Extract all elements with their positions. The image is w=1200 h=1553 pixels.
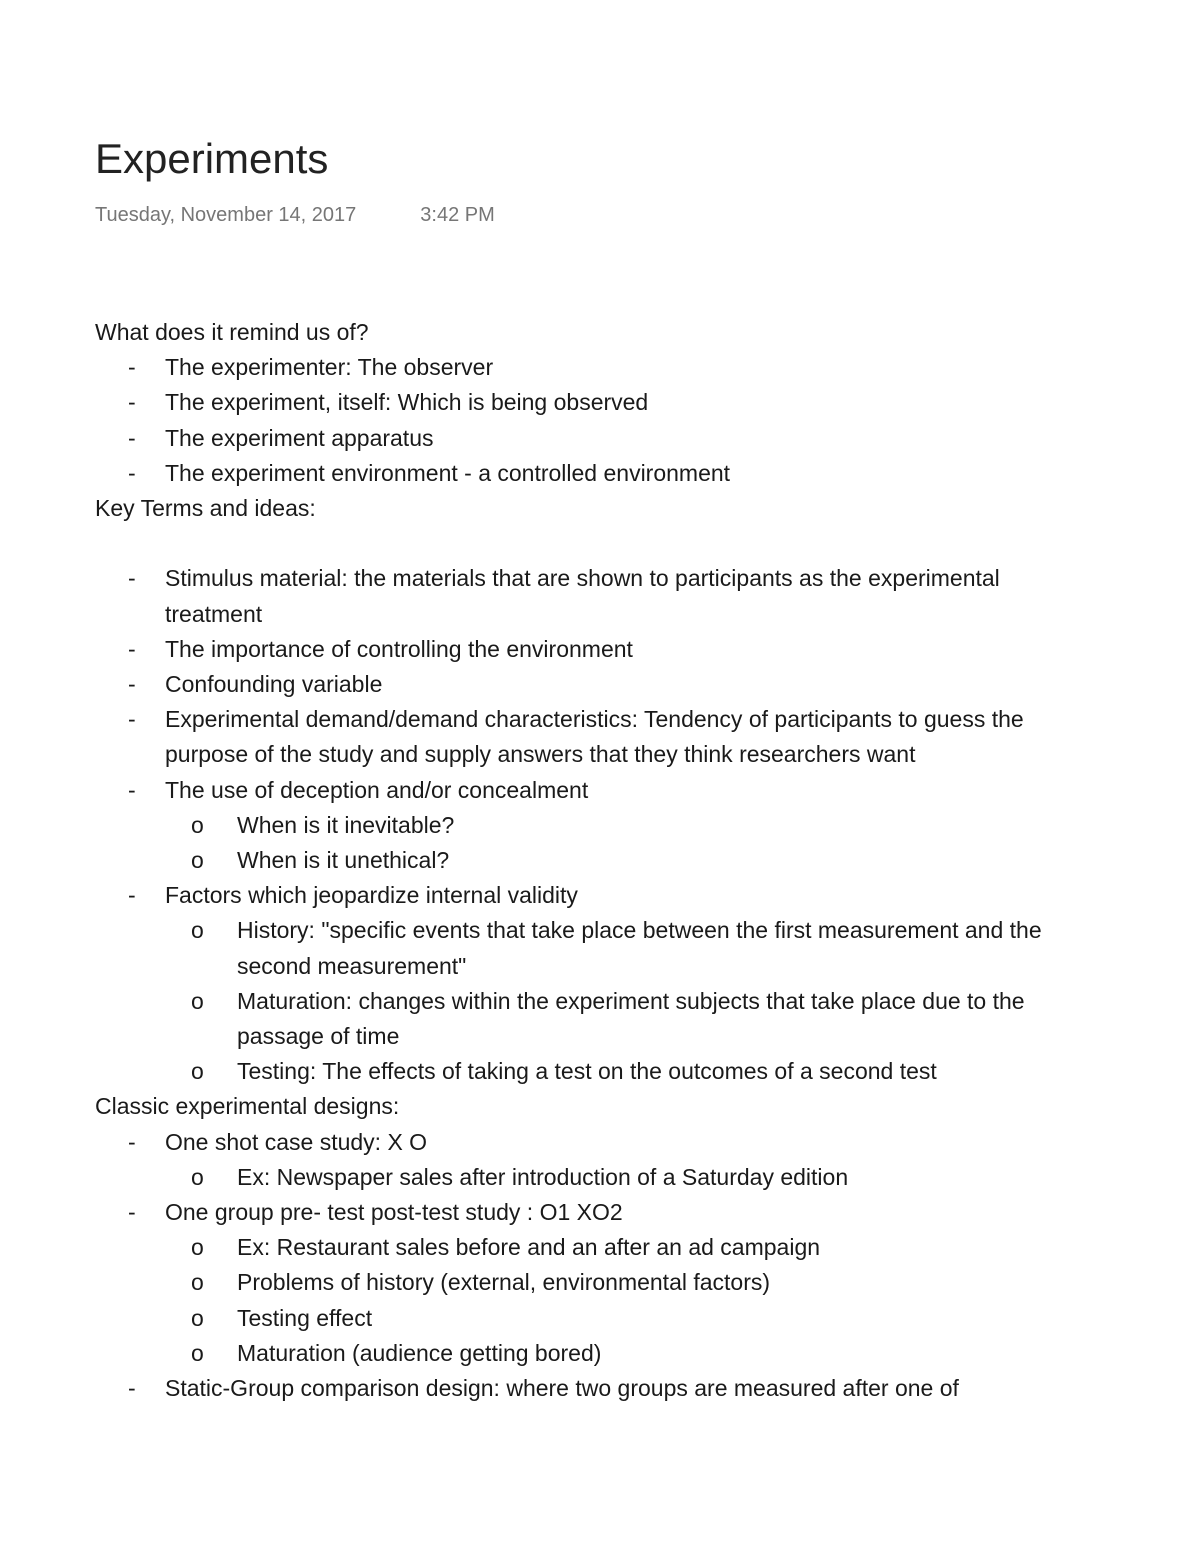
designs-list [95, 1125, 1095, 1407]
list-item [95, 561, 1095, 631]
sub-list-item [95, 1301, 1095, 1336]
list-item-text: Static-Group comparison design: where two groups are measured after one of [165, 1375, 959, 1402]
circle-bullet: o [191, 987, 204, 1014]
circle-bullet: o [191, 811, 204, 838]
list-item [95, 878, 1095, 913]
page-timestamp [95, 202, 495, 228]
sub-list-item-text: When is it inevitable? [237, 811, 455, 838]
list-item-text: Experimental demand/demand characteristics: Tendency of participants to guess the purpose of the study and supply answers that they think researchers want [165, 706, 1024, 768]
sub-list-item-text: Ex: Newspaper sales after introduction of a Saturday edition [237, 1163, 849, 1190]
circle-bullet: o [191, 917, 204, 944]
sub-list-item-text: Ex: Restaurant sales before and an after an ad campaign [237, 1234, 821, 1261]
sub-list-item-text: Maturation: changes within the experiment subjects that take place due to the passage of time [237, 987, 1025, 1050]
list-item [95, 456, 1095, 491]
dash-bullet: - [128, 1199, 136, 1226]
sub-list-item-text: Problems of history (external, environmental factors) [237, 1269, 771, 1296]
circle-bullet: o [191, 1163, 204, 1190]
sub-list-item [95, 913, 1095, 983]
sub-list-item [95, 984, 1095, 1054]
blank-line [95, 526, 1095, 561]
dash-bullet: - [128, 389, 136, 416]
circle-bullet: o [191, 1304, 204, 1331]
page-time: 3:42 PM [420, 204, 495, 226]
list-item-text: Stimulus material: the materials that are shown to participants as the experimental treatment [165, 565, 1000, 627]
list-item-text: The experiment, itself: Which is being observed [165, 389, 649, 416]
dash-bullet: - [128, 776, 136, 803]
circle-bullet: o [191, 1269, 204, 1296]
list-item [95, 350, 1095, 385]
section-heading-designs: Classic experimental designs: [95, 1093, 400, 1120]
dash-bullet: - [128, 706, 136, 733]
sub-list-item [95, 1265, 1095, 1300]
list-item-text: One group pre- test post-test study : O1 XO2 [165, 1199, 623, 1226]
list-item [95, 1125, 1095, 1160]
note-body [95, 315, 1095, 1406]
circle-bullet: o [191, 1234, 204, 1261]
dash-bullet: - [128, 671, 136, 698]
remind-list [95, 350, 1095, 491]
dash-bullet: - [128, 635, 136, 662]
list-item [95, 385, 1095, 420]
key-terms-list [95, 561, 1095, 1089]
sub-list-item [95, 1230, 1095, 1265]
section-heading-key-terms: Key Terms and ideas: [95, 495, 316, 522]
list-item-text: The importance of controlling the environment [165, 635, 633, 662]
circle-bullet: o [191, 847, 204, 874]
list-item-text: The experimenter: The observer [165, 354, 494, 381]
sub-list-item-text: Testing: The effects of taking a test on the outcomes of a second test [237, 1058, 937, 1085]
list-item [95, 702, 1095, 772]
sub-list-item-text: Maturation (audience getting bored) [237, 1339, 602, 1366]
sub-list-item-text: Testing effect [237, 1304, 373, 1331]
circle-bullet: o [191, 1339, 204, 1366]
sub-list-item [95, 1160, 1095, 1195]
dash-bullet: - [128, 565, 136, 592]
dash-bullet: - [128, 1128, 136, 1155]
sub-list-item [95, 843, 1095, 878]
sub-list-item-text: History: "specific events that take place between the first measurement and the second measurement" [237, 917, 1042, 979]
dash-bullet: - [128, 354, 136, 381]
list-item [95, 773, 1095, 808]
list-item-text: Factors which jeopardize internal validity [165, 882, 578, 909]
list-item-text: Confounding variable [165, 671, 383, 698]
list-item [95, 421, 1095, 456]
circle-bullet: o [191, 1058, 204, 1085]
page-title: Experiments [95, 135, 329, 182]
list-item [95, 1195, 1095, 1230]
sub-list-item [95, 808, 1095, 843]
dash-bullet: - [128, 882, 136, 909]
list-item-text: The experiment apparatus [165, 424, 434, 451]
list-item-text: The use of deception and/or concealment [165, 776, 589, 803]
sub-list-item [95, 1054, 1095, 1089]
sub-list-item-text: When is it unethical? [237, 847, 450, 874]
dash-bullet: - [128, 459, 136, 486]
list-item-text: The experiment environment - a controlled environment [165, 459, 731, 486]
dash-bullet: - [128, 424, 136, 451]
list-item-text: One shot case study: X O [165, 1128, 428, 1155]
sub-list-item [95, 1336, 1095, 1371]
section-heading-remind: What does it remind us of? [95, 319, 369, 345]
list-item [95, 1371, 1095, 1406]
list-item [95, 632, 1095, 667]
page-date: Tuesday, November 14, 2017 [95, 204, 357, 226]
list-item [95, 667, 1095, 702]
dash-bullet: - [128, 1375, 136, 1402]
